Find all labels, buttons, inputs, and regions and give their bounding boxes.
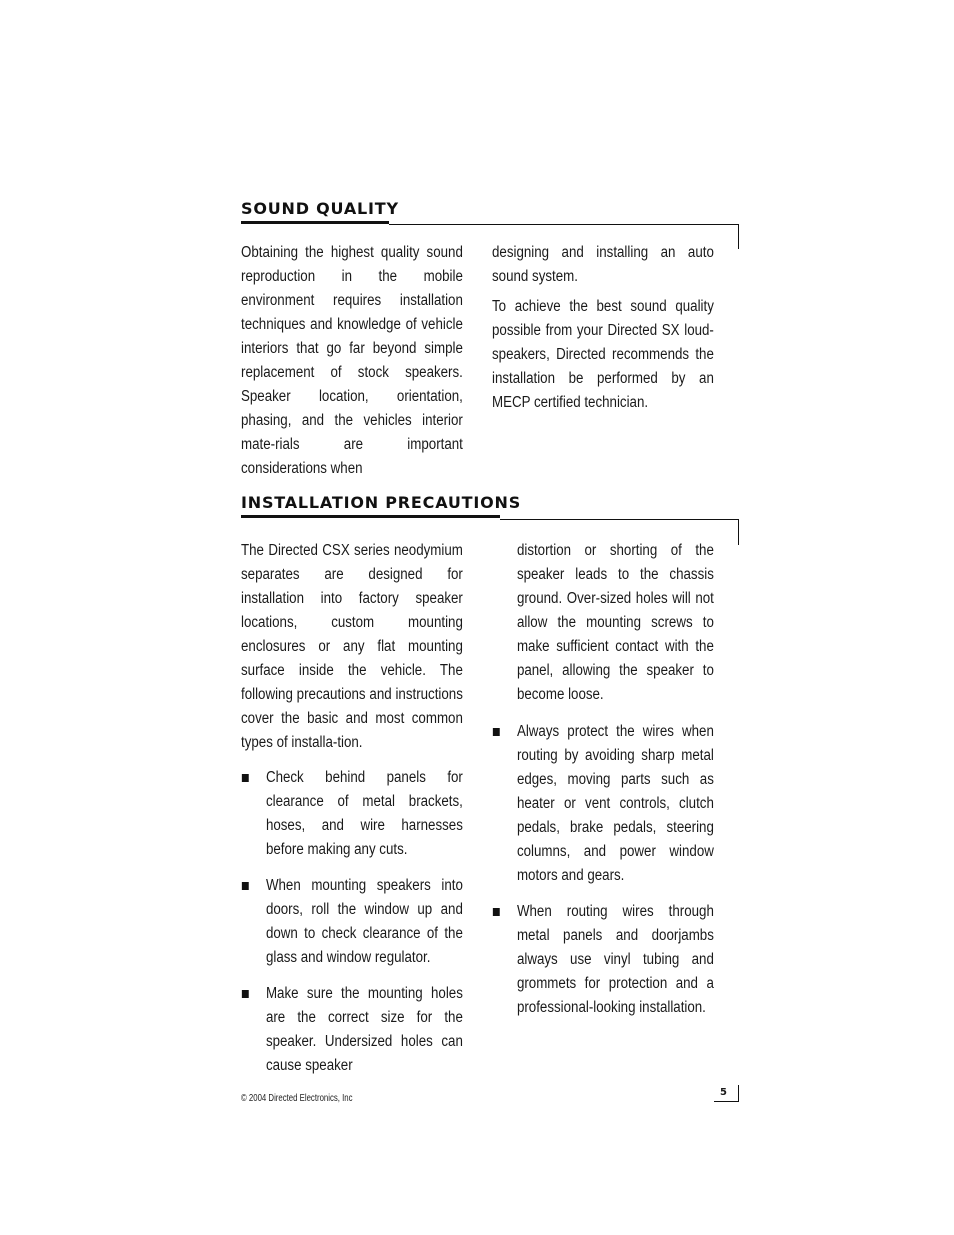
- sound-quality-column-1: [241, 241, 463, 487]
- paragraph: The Directed CSX series neodymium separates are designed for installation into factory speaker locations, custom mounting enclosures or any flat mounting surface inside the vehicle. The following precautions and instructions cover the basic and most common types of installa-tion.: [241, 542, 463, 751]
- square-bullet-icon: [242, 882, 249, 890]
- precautions-column-2: [492, 539, 714, 1032]
- heading-underline: [241, 221, 389, 224]
- paragraph: To achieve the best sound quality possible from your Directed SX loud-speakers, Directed recommends the installation be performed by an MECP certified technician.: [492, 298, 714, 411]
- section-heading-sound-quality: SOUND QUALITY: [241, 199, 399, 218]
- precautions-list: [241, 766, 463, 1078]
- square-bullet-icon: [493, 728, 500, 736]
- paragraph: Obtaining the highest quality sound reproduction in the mobile environment requires installation techniques and knowledge of vehicle interiors that go far beyond simple replacement of stock speakers. Speaker location, orientation, phasing, and the vehicles interior mate-rials are important considerations when: [241, 244, 463, 477]
- list-item: [241, 874, 463, 970]
- precautions-list-continued: [492, 539, 714, 1020]
- square-bullet-icon: [242, 990, 249, 998]
- sound-quality-column-2: [492, 241, 714, 421]
- list-item: [241, 982, 463, 1078]
- list-item: [492, 900, 714, 1020]
- page-number-rule-end: [738, 1085, 739, 1102]
- section-heading-installation-precautions: INSTALLATION PRECAUTIONS: [241, 493, 522, 512]
- square-bullet-icon: [493, 908, 500, 916]
- list-item-text: Make sure the mounting holes are the correct size for the speaker. Undersized holes can cause speaker: [265, 985, 463, 1074]
- list-item: [241, 766, 463, 862]
- list-item-text: distortion or shorting of the speaker leads to the chassis ground. Over-sized holes will not allow the mounting screws to make sufficient contact with the panel, allowing the speaker to become loose.: [516, 542, 714, 703]
- square-bullet-icon: [242, 774, 249, 782]
- list-item-text: Always protect the wires when routing by avoiding sharp metal edges, moving parts such as heater or vent controls, clutch pedals, brake pedals, steering columns, and power window motors and gears.: [516, 723, 714, 884]
- page-number: 5: [720, 1087, 727, 1098]
- page-number-underline: [714, 1101, 738, 1102]
- heading-rule-end: [738, 519, 739, 545]
- list-item-text: When routing wires through metal panels and doorjambs always use vinyl tubing and grommets for protection and a professional-looking installation.: [516, 903, 714, 1016]
- list-item-text: When mounting speakers into doors, roll the window up and down to check clearance of the glass and window regulator.: [265, 877, 463, 966]
- heading-rule: [500, 519, 738, 520]
- list-item: [492, 720, 714, 888]
- copyright-notice: © 2004 Directed Electronics, Inc: [241, 1093, 353, 1104]
- list-item-text: Check behind panels for clearance of metal brackets, hoses, and wire harnesses before making any cuts.: [265, 769, 463, 858]
- list-item-continuation: [492, 539, 714, 707]
- heading-rule: [389, 224, 738, 225]
- precautions-column-1: [241, 539, 463, 1090]
- heading-rule-end: [738, 224, 739, 249]
- paragraph: designing and installing an auto sound system.: [492, 244, 714, 285]
- heading-underline: [241, 515, 500, 518]
